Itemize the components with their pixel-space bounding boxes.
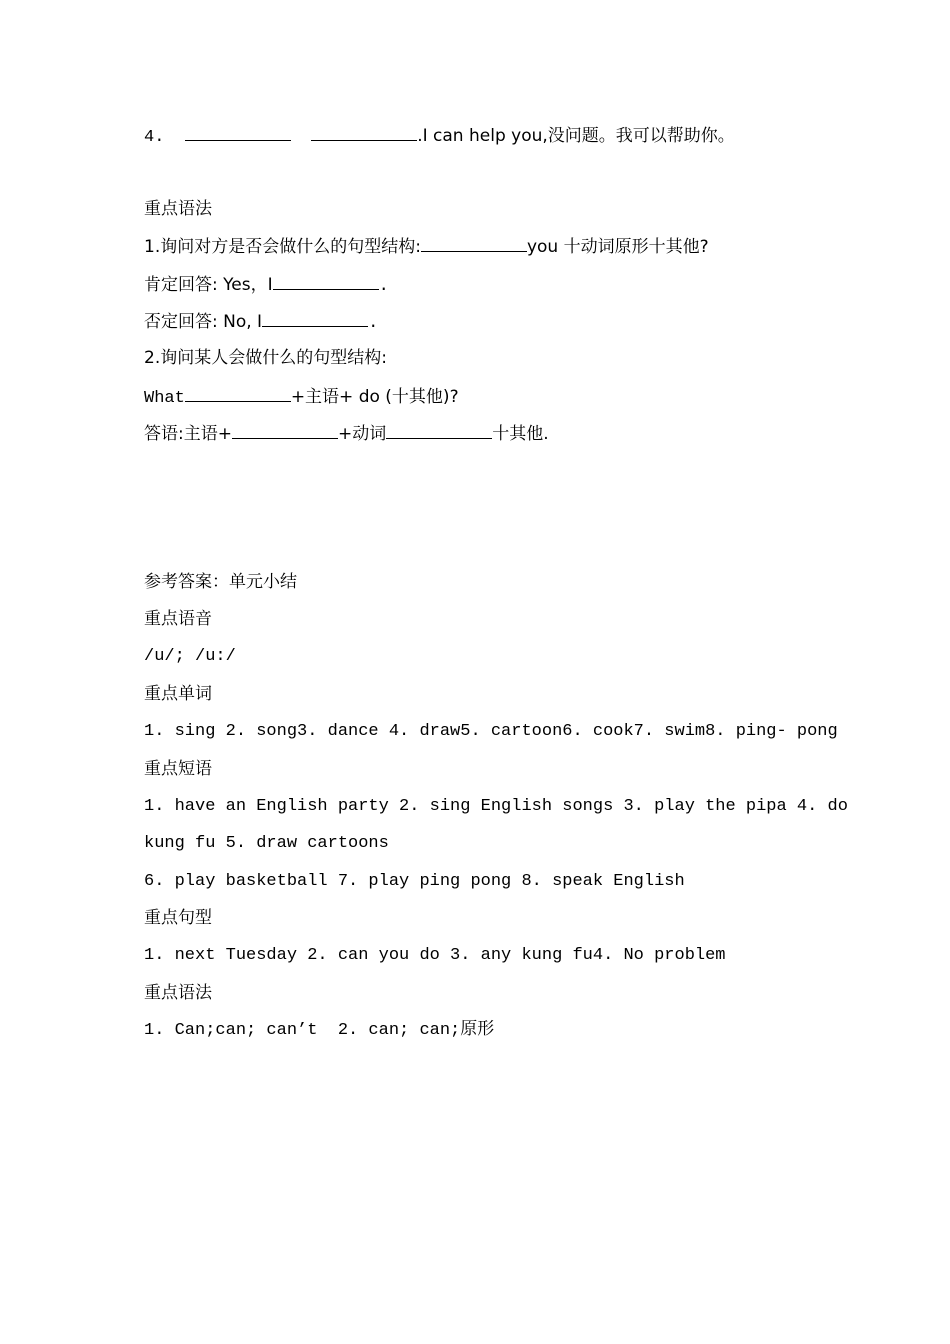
words-answer: 1. sing 2. song3. dance 4. draw5. cartoon6. cook7. swim8. ping- pong — [144, 722, 838, 741]
positive-answer — [144, 273, 830, 298]
grammar-item-1 — [144, 235, 830, 260]
words-heading: 重点单词 — [144, 684, 212, 704]
answer-structure-middle: +动词 — [337, 424, 387, 444]
positive-answer-blank[interactable] — [273, 273, 379, 290]
negative-answer-prefix: 否定回答: No, I — [144, 312, 263, 332]
q4-number: 4. — [144, 128, 175, 147]
phonetics-heading: 重点语音 — [144, 609, 212, 629]
answers-grammar-heading: 重点语法 — [144, 983, 212, 1003]
what-structure-prefix: What — [144, 389, 185, 408]
phrases-heading: 重点短语 — [144, 759, 212, 779]
negative-answer — [144, 310, 830, 335]
positive-answer-prefix: 肯定回答: Yes，I — [144, 275, 273, 295]
positive-answer-suffix: . — [378, 277, 389, 296]
q4-text: .I can help you,没问题。我可以帮助你。 — [417, 126, 735, 146]
what-structure-blank[interactable] — [185, 385, 291, 402]
question-4 — [144, 124, 830, 149]
phrases-answer-line-2: kung fu 5. draw cartoons — [144, 834, 389, 853]
phrases-answer-line-1: 1. have an English party 2. sing English songs 3. play the pipa 4. do — [144, 797, 848, 816]
grammar-item-1-blank[interactable] — [421, 235, 527, 252]
q4-blank-2[interactable] — [311, 124, 417, 141]
grammar-heading: 重点语法 — [144, 199, 212, 219]
sentences-answer: 1. next Tuesday 2. can you do 3. any kung fu4. No problem — [144, 946, 726, 965]
negative-answer-blank[interactable] — [262, 310, 368, 327]
answer-structure-prefix: 答语:主语+ — [144, 424, 232, 444]
phonetics-answer: /u/; /u:/ — [144, 647, 236, 666]
answers-title: 参考答案：单元小结 — [144, 572, 297, 592]
sentences-heading: 重点句型 — [144, 908, 212, 928]
negative-answer-suffix: . — [368, 314, 379, 333]
what-structure — [144, 385, 830, 410]
answer-structure — [144, 422, 830, 447]
grammar-item-1-prefix: 1.询问对方是否会做什么的句型结构: — [144, 237, 421, 257]
grammar-item-1-suffix: you 十动词原形十其他? — [526, 237, 709, 257]
what-structure-suffix: +主语+ do (十其他)? — [290, 387, 459, 407]
answer-structure-blank-2[interactable] — [386, 422, 492, 439]
grammar-item-2: 2.询问某人会做什么的句型结构: — [144, 348, 387, 368]
q4-blank-1[interactable] — [185, 124, 291, 141]
answers-grammar: 1. Can;can; can’t 2. can; can;原形 — [144, 1021, 495, 1040]
answer-structure-suffix: 十其他. — [492, 424, 549, 444]
phrases-answer-line-3: 6. play basketball 7. play ping pong 8. speak English — [144, 872, 685, 891]
answer-structure-blank-1[interactable] — [232, 422, 338, 439]
